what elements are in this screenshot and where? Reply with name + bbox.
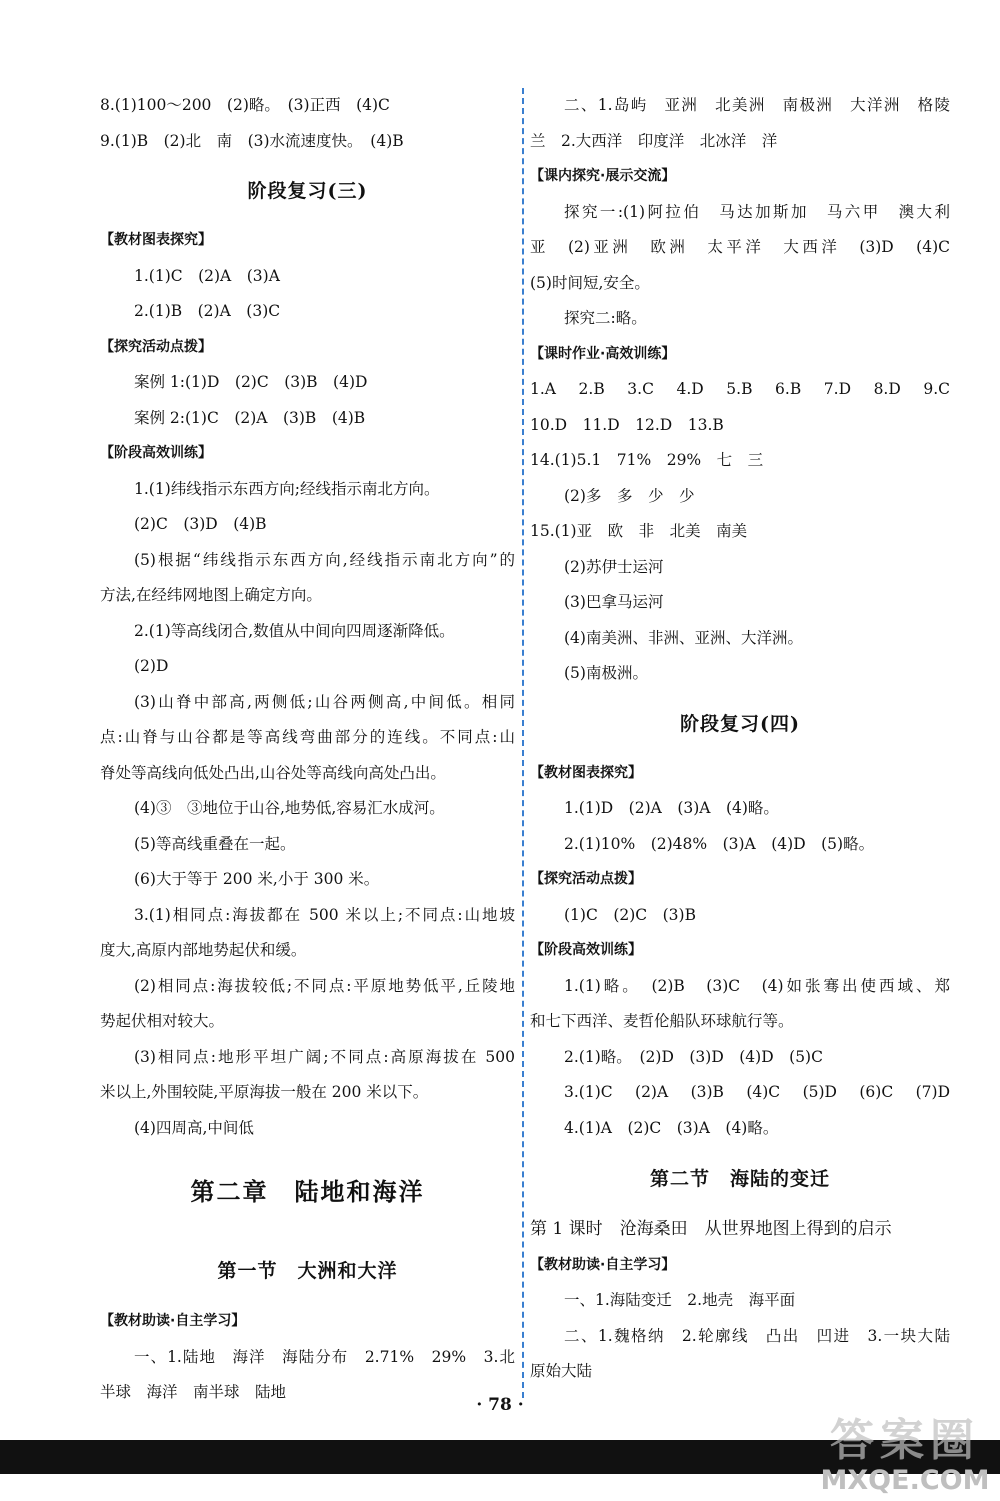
left-column — [100, 88, 515, 1411]
answer-line: 1.A 2.B 3.C 4.D 5.B 6.B 7.D 8.D 9.C — [530, 380, 950, 398]
answer-line: 2.(1)B (2)A (3)C — [134, 302, 281, 320]
subsection-heading: 【探究活动点拨】 — [530, 871, 642, 887]
answer-line: (2)C (3)D (4)B — [134, 515, 267, 533]
answer-line: 案例 2:(1)C (2)A (3)B (4)B — [134, 408, 366, 427]
watermark-url: MXQE.COM — [820, 1465, 990, 1496]
answer-line: (2)苏伊士运河 — [564, 557, 664, 576]
subsection-heading: 【教材图表探究】 — [530, 764, 642, 781]
section-title: 阶段复习(四) — [680, 712, 800, 735]
answer-line: 原始大陆 — [530, 1362, 593, 1380]
section-title: 第一节 大洲和大洋 — [217, 1260, 398, 1282]
subsection-heading: 【探究活动点拨】 — [100, 338, 212, 355]
answer-line: 一、1.海陆变迁 2.地壳 海平面 — [564, 1291, 796, 1309]
watermark — [820, 1416, 990, 1496]
answer-line: 米以上,外围较陡,平原海拔一般在 200 米以下。 — [100, 1083, 429, 1101]
answer-line: (6)大于等于 200 米,小于 300 米。 — [134, 870, 380, 888]
answer-line: (2)相同点:海拔较低;不同点:平原地势低平,丘陵地 — [134, 976, 515, 995]
answer-line: 度大,高原内部地势起伏和缓。 — [100, 941, 307, 959]
answer-line: 探究二:略。 — [564, 309, 647, 327]
subsection-heading: 【课时作业·高效训练】 — [530, 345, 676, 362]
answer-line: 和七下西洋、麦哲伦船队环球航行等。 — [530, 1012, 794, 1030]
subsection-heading: 【教材助读·自主学习】 — [530, 1256, 676, 1273]
subsection-heading: 【教材助读·自主学习】 — [100, 1313, 246, 1329]
answer-line: 亚 (2)亚洲 欧洲 太平洋 大西洋 (3)D (4)C — [530, 238, 950, 256]
column-divider — [522, 88, 524, 1398]
answer-line: 方法,在经纬网地图上确定方向。 — [100, 586, 322, 604]
answer-line: 兰 2.大西洋 印度洋 北冰洋 洋 — [530, 131, 778, 150]
right-column — [530, 88, 950, 1390]
subsection-heading: 【教材图表探究】 — [100, 232, 212, 248]
answer-line: 1.(1)D (2)A (3)A (4)略。 — [564, 799, 779, 817]
answer-line: 一、1.陆地 海洋 海陆分布 2.71% 29% 3.北 — [134, 1347, 515, 1366]
answer-line: (5)时间短,安全。 — [530, 273, 650, 292]
answer-line: (2)D — [134, 657, 169, 675]
chapter-title: 第二章 陆地和海洋 — [190, 1177, 425, 1206]
answer-line: 9.(1)B (2)北 南 (3)水流速度快。 (4)B — [100, 131, 404, 150]
answer-line: 点:山脊与山谷都是等高线弯曲部分的连线。不同点:山 — [100, 728, 515, 746]
answer-line: 1.(1)纬线指示东西方向;经线指示南北方向。 — [134, 479, 440, 498]
answer-line: (3)相同点:地形平坦广阔;不同点:高原海拔在 500 — [134, 1047, 515, 1066]
answer-line: 二、1.岛屿 亚洲 北美洲 南极洲 大洋洲 格陵 — [564, 96, 950, 114]
answer-line: 10.D 11.D 12.D 13.B — [530, 415, 724, 434]
answer-line: (4)南美洲、非洲、亚洲、大洋洲。 — [564, 628, 803, 647]
answer-line: (3)巴拿马运河 — [564, 593, 664, 611]
answer-line: (3)山脊中部高,两侧低;山谷两侧高,中间低。相同 — [134, 692, 515, 711]
answer-line: 第 1 课时 沧海桑田 从世界地图上得到的启示 — [530, 1219, 892, 1239]
answer-line: (5)根据“纬线指示东西方向,经线指示南北方向”的 — [134, 550, 515, 569]
answer-line: (4)③ ③地位于山谷,地势低,容易汇水成河。 — [134, 799, 445, 817]
answer-line: (5)等高线重叠在一起。 — [134, 834, 296, 853]
subsection-heading: 【阶段高效训练】 — [530, 942, 642, 958]
answer-line: 2.(1)10% (2)48% (3)A (4)D (5)略。 — [564, 834, 875, 853]
answer-line: 势起伏相对较大。 — [100, 1012, 225, 1030]
answer-line: (1)C (2)C (3)B — [564, 905, 696, 924]
answer-line: 3.(1)相同点:海拔都在 500 米以上;不同点:山地坡 — [134, 905, 515, 924]
answer-line: 1.(1)C (2)A (3)A — [134, 266, 280, 285]
page-number: · 78 · — [476, 1395, 524, 1415]
answer-line: 二、1.魏格纳 2.轮廓线 凸出 凹进 3.一块大陆 — [564, 1326, 950, 1345]
answer-line: 4.(1)A (2)C (3)A (4)略。 — [564, 1118, 779, 1137]
answer-line: 2.(1)略。 (2)D (3)D (4)D (5)C — [564, 1047, 823, 1066]
answer-line: 2.(1)等高线闭合,数值从中间向四周逐渐降低。 — [134, 621, 455, 640]
answer-line: 案例 1:(1)D (2)C (3)B (4)D — [134, 373, 368, 391]
section-title: 阶段复习(三) — [247, 180, 368, 202]
answer-line: 3.(1)C (2)A (3)B (4)C (5)D (6)C (7)D — [564, 1083, 950, 1101]
answer-line: (2)多 多 少 少 — [564, 486, 695, 505]
answer-line: 探究一:(1)阿拉伯 马达加斯加 马六甲 澳大利 — [564, 202, 950, 221]
section-title: 第二节 海陆的变迁 — [649, 1168, 830, 1190]
answer-line: 8.(1)100～200 (2)略。 (3)正西 (4)C — [100, 96, 390, 114]
answer-line: 1.(1)略。 (2)B (3)C (4)如张骞出使西域、郑 — [564, 976, 950, 995]
answer-line: 脊处等高线向低处凸出,山谷处等高线向高处凸出。 — [100, 763, 446, 782]
answer-line: (5)南极洲。 — [564, 664, 648, 682]
answer-line: 15.(1)亚 欧 非 北美 南美 — [530, 522, 748, 540]
watermark-logo: 答案圈 — [830, 1415, 980, 1466]
subsection-heading: 【课内探究·展示交流】 — [530, 168, 676, 184]
subsection-heading: 【阶段高效训练】 — [100, 445, 212, 461]
answer-line: (4)四周高,中间低 — [134, 1118, 254, 1137]
answer-line: 14.(1)5.1 71% 29% 七 三 — [530, 451, 764, 469]
answer-line: 半球 海洋 南半球 陆地 — [100, 1383, 287, 1401]
